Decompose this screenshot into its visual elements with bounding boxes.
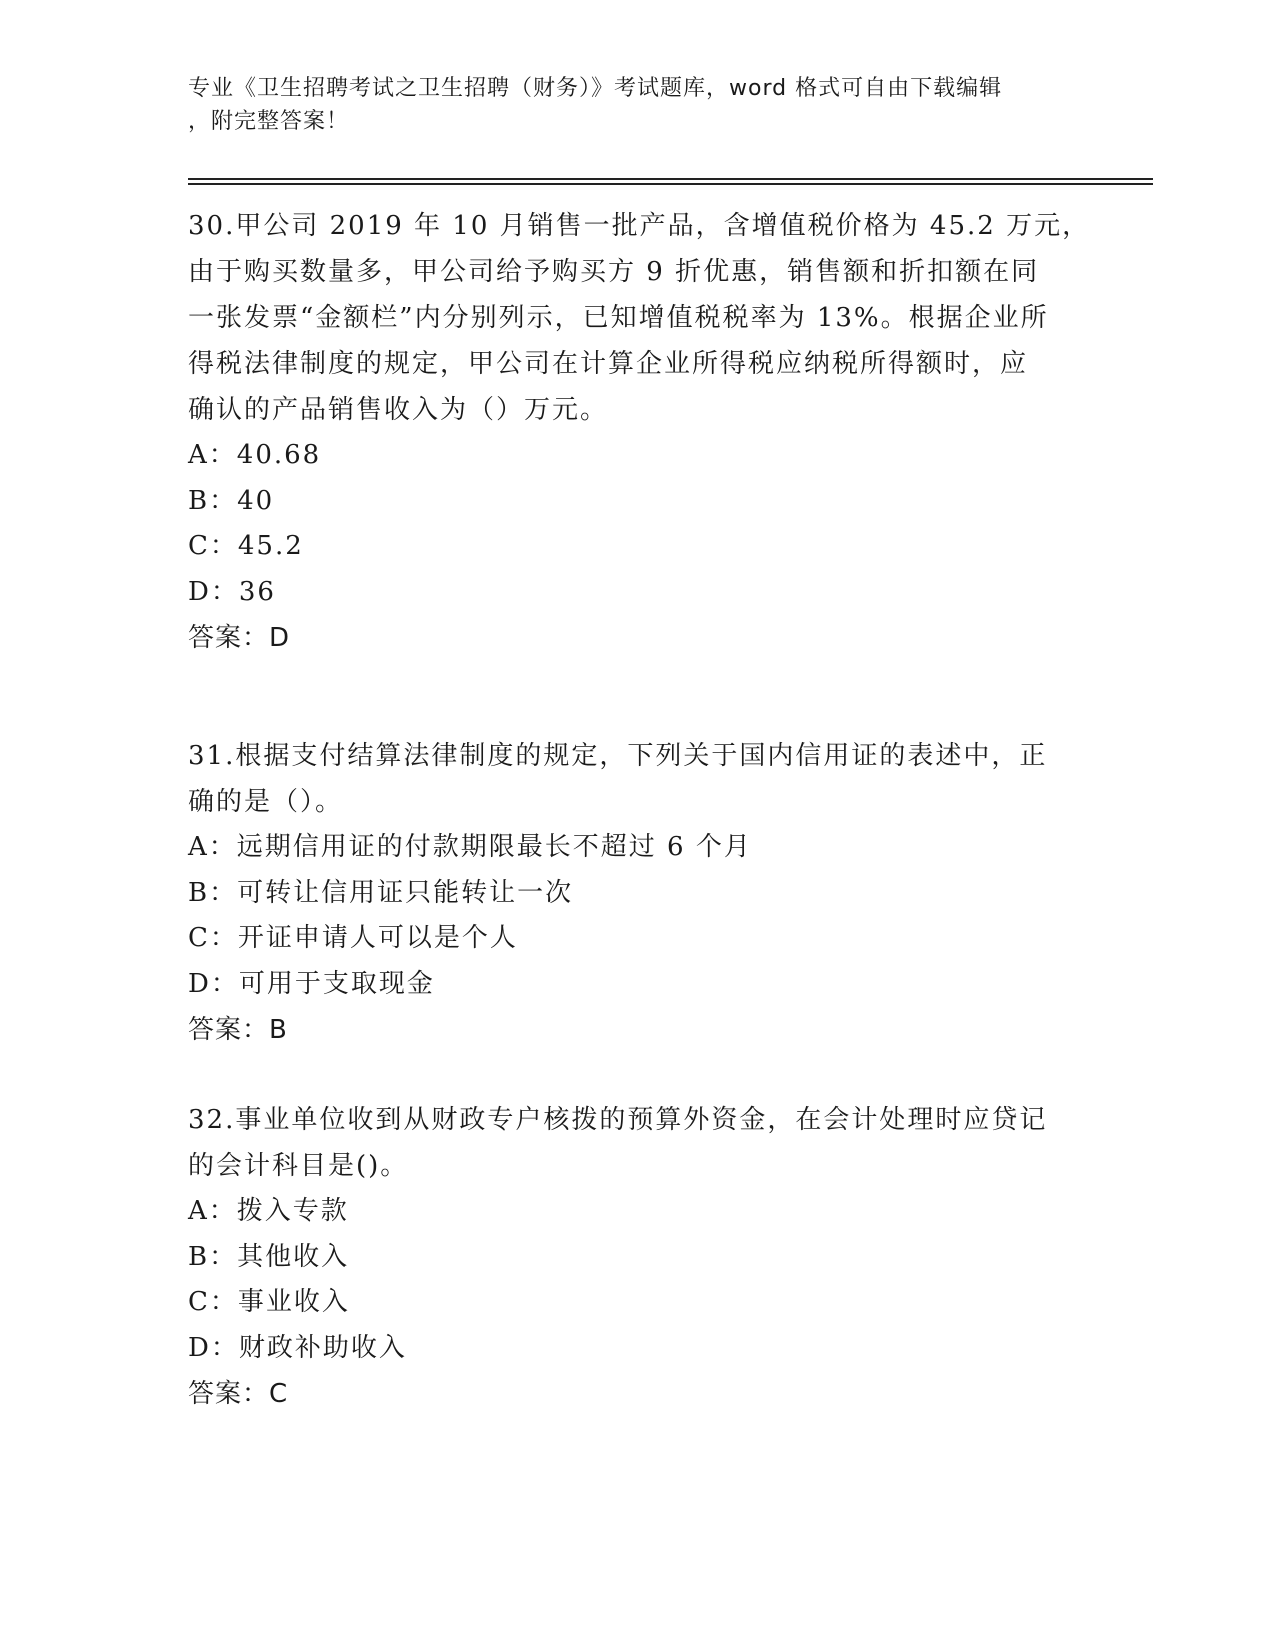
question-stem-line: 由于购买数量多，甲公司给予购买方 9 折优惠，销售额和折扣额在同 bbox=[188, 257, 1040, 287]
question-30 bbox=[188, 203, 1091, 661]
answer: 答案：C bbox=[188, 1379, 289, 1409]
question-stem-line: 一张发票“金额栏”内分别列示，已知增值税税率为 13%。根据企业所 bbox=[188, 303, 1049, 333]
question-stem-line: 32.事业单位收到从财政专户核拨的预算外资金，在会计处理时应贷记 bbox=[188, 1105, 1048, 1135]
header-line: ，附完整答案！ bbox=[188, 109, 350, 134]
header-divider bbox=[188, 178, 1153, 180]
question-stem-line: 的会计科目是()。 bbox=[188, 1151, 409, 1181]
option-a: A：远期信用证的付款期限最长不超过 6 个月 bbox=[188, 832, 752, 862]
option-a: A：拨入专款 bbox=[188, 1196, 349, 1226]
option-b: B：可转让信用证只能转让一次 bbox=[188, 877, 574, 908]
document-header bbox=[188, 72, 1068, 138]
option-c: C：45.2 bbox=[188, 531, 304, 561]
option-d: D：可用于支取现金 bbox=[188, 968, 435, 999]
option-a: A：40.68 bbox=[188, 440, 322, 470]
answer: 答案：D bbox=[188, 623, 291, 653]
question-stem-line: 确的是（）。 bbox=[188, 787, 344, 817]
option-c: C：开证申请人可以是个人 bbox=[188, 923, 518, 953]
header-divider bbox=[188, 183, 1153, 185]
option-d: D：36 bbox=[188, 576, 276, 607]
option-b: B：其他收入 bbox=[188, 1241, 350, 1272]
question-stem-line: 得税法律制度的规定，甲公司在计算企业所得税应纳税所得额时，应 bbox=[188, 349, 1029, 379]
option-d: D：财政补助收入 bbox=[188, 1332, 407, 1363]
question-stem-line: 30.甲公司 2019 年 10 月销售一批产品，含增值税价格为 45.2 万元， bbox=[188, 211, 1091, 241]
option-b: B：40 bbox=[188, 485, 275, 516]
question-stem-line: 31.根据支付结算法律制度的规定，下列关于国内信用证的表述中，正 bbox=[188, 741, 1048, 771]
question-stem-line: 确认的产品销售收入为（）万元。 bbox=[188, 395, 609, 425]
header-line: 专业《卫生招聘考试之卫生招聘（财务）》考试题库，word 格式可自由下载编辑 bbox=[188, 76, 1003, 101]
question-32 bbox=[188, 1097, 1088, 1417]
answer: 答案：B bbox=[188, 1015, 288, 1045]
question-31 bbox=[188, 733, 1088, 1053]
option-c: C：事业收入 bbox=[188, 1287, 350, 1317]
